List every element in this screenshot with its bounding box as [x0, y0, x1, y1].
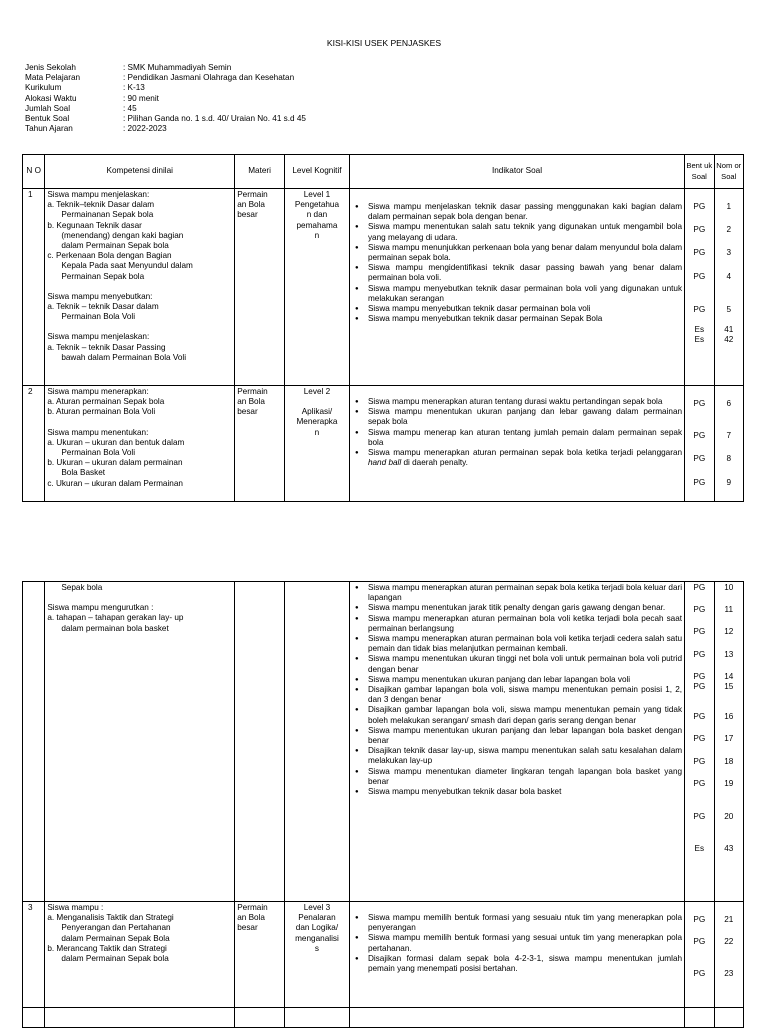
- nomor-value: 12: [724, 627, 734, 637]
- nomor-value: 1: [726, 202, 732, 211]
- nomor-value: 9: [726, 477, 732, 487]
- level-cell: [284, 189, 349, 386]
- indikator-item: ● Siswa mampu memilih bentuk formasi yang sesuai untuk tim yang menerapkan pola pertahanan.: [352, 933, 682, 953]
- nomor-cell: [714, 189, 744, 386]
- level-line: Penalaran: [298, 913, 336, 923]
- materi-line: Permain: [237, 190, 268, 199]
- indikator-item: ● Disajikan gambar lapangan bola voli, siswa mampu menentukan pemain posisi 1, 2, dan 3 dengan benar: [352, 685, 682, 705]
- meta-row: [25, 104, 306, 114]
- nomor-value: 8: [726, 454, 732, 464]
- row-number: 3: [23, 902, 45, 1008]
- kompetensi-cell: [45, 582, 235, 902]
- bentuk-value: Es: [694, 844, 705, 854]
- meta-value: : 90 menit: [123, 93, 159, 103]
- komp-heading: Siswa mampu menjelaskan:: [47, 190, 150, 199]
- komp-item: a. Teknik – teknik Dasar Passing: [47, 342, 166, 352]
- materi-cell: [235, 189, 285, 386]
- indikator-item: ● Siswa mampu menentukan diameter lingkaran tengah lapangan bola basket yang benar: [352, 767, 682, 787]
- nomor-value: 14: [724, 671, 734, 681]
- header-bentuk: Bent uk Soal: [685, 155, 714, 189]
- nomor-cell: [714, 1008, 744, 1028]
- komp-item: a. Teknik–teknik Dasar dalam: [47, 200, 155, 210]
- indikator-cell: [349, 386, 684, 502]
- meta-key: Jumlah Soal: [25, 103, 71, 113]
- meta-row: [25, 73, 306, 83]
- bentuk-value: PG: [693, 734, 706, 744]
- komp-item-cont: dalam Permainan Sepak bola: [61, 241, 169, 251]
- komp-item-cont: Permainan Bola Voli: [61, 448, 136, 458]
- nomor-value: 19: [724, 778, 734, 788]
- nomor-cell: [714, 582, 744, 902]
- indikator-item: ● Siswa mampu menjelaskan teknik dasar passing menggunakan kaki bagian dalam dalam permainan sepak bola dengan benar.: [352, 202, 682, 222]
- bentuk-value: Es: [694, 325, 705, 335]
- kisi-kisi-table-page-1: [22, 154, 744, 502]
- bentuk-cell: [685, 386, 714, 502]
- level-line: n: [314, 427, 320, 437]
- header-materi: Materi: [235, 155, 285, 189]
- komp-item: a. Aturan permainan Sepak bola: [47, 397, 165, 407]
- indikator-item: ● Disajikan teknik dasar lay-up, siswa mampu menentukan salah satu kesalahan dalam melakukan lay-up: [352, 746, 682, 766]
- nomor-value: 22: [724, 937, 734, 947]
- komp-item-cont: Sepak bola: [61, 583, 103, 592]
- kompetensi-cell: [45, 1008, 235, 1028]
- komp-heading: Siswa mampu menerapkan:: [47, 387, 149, 396]
- materi-cell: [235, 386, 285, 502]
- materi-line: Permain: [237, 387, 268, 396]
- indikator-cell: [349, 1008, 684, 1028]
- bentuk-value: PG: [693, 605, 706, 615]
- header-no: N O: [23, 155, 45, 189]
- indikator-item: ● Siswa mampu menyebutkan teknik dasar bola basket: [352, 787, 682, 797]
- bentuk-cell: [685, 582, 714, 902]
- meta-value: : SMK Muhammadiyah Semin: [123, 63, 232, 72]
- meta-value: : 2022-2023: [123, 124, 167, 134]
- level-line: Menerapka: [296, 417, 338, 427]
- meta-key: Kurikulum: [25, 83, 62, 93]
- komp-item-cont: Permainanan Sepak bola: [61, 210, 154, 220]
- indikator-item: ● Siswa mampu menyebutkan teknik dasar permainan Sepak Bola: [352, 314, 682, 324]
- bentuk-value: PG: [693, 778, 706, 788]
- kompetensi-cell: [45, 386, 235, 502]
- materi-cell: [235, 902, 285, 1008]
- indikator-item: ● Siswa mampu menentukan ukuran tinggi net bola voli untuk permainan bola voli putrid dengan benar: [352, 654, 682, 674]
- table-row: [23, 386, 744, 502]
- kompetensi-cell: [45, 189, 235, 386]
- level-line: dan Logika/: [295, 923, 339, 933]
- nomor-value: 21: [724, 915, 734, 924]
- nomor-value: 11: [724, 605, 733, 615]
- nomor-value: 5: [726, 304, 732, 314]
- indikator-item: ● Siswa mampu menentukan ukuran panjang dan lebar lapangan bola voli: [352, 675, 682, 685]
- indikator-item: ● Siswa mampu menerapkan aturan permainan bola voli ketika terjadi cedera salah satu pemain dan tidak bias melanjutkan permainan kembali.: [352, 634, 682, 654]
- level-line: Level 1: [303, 190, 331, 199]
- level-line: menganalisi: [295, 933, 339, 943]
- level-line: Pengetahua: [294, 200, 340, 210]
- bentuk-value: PG: [693, 399, 706, 408]
- row-number: 2: [23, 386, 45, 502]
- komp-item-cont: Permainan Bola Voli: [61, 312, 136, 322]
- indikator-item: ● Siswa mampu menerapkan aturan tentang durasi waktu pertandingan sepak bola: [352, 397, 682, 407]
- table-header-row: [23, 155, 744, 189]
- bentuk-value: PG: [693, 454, 706, 464]
- bentuk-value: PG: [693, 937, 706, 947]
- nomor-value: 23: [724, 969, 734, 979]
- bentuk-value: PG: [693, 304, 706, 314]
- meta-key: Tahun Ajaran: [25, 124, 73, 134]
- level-line: Level 2: [303, 387, 331, 396]
- bentuk-value: PG: [693, 969, 706, 979]
- meta-key: Bentuk Soal: [25, 114, 70, 124]
- nomor-value: 15: [724, 682, 734, 692]
- meta-value: : K-13: [123, 83, 145, 93]
- indikator-item: ● Siswa mampu memilih bentuk formasi yang sesuaiu ntuk tim yang menerapkan pola penyerangan: [352, 913, 682, 933]
- komp-heading: Siswa mampu menentukan:: [47, 427, 149, 437]
- bentuk-value: PG: [693, 248, 706, 258]
- nomor-value: 7: [726, 431, 732, 441]
- bentuk-cell: [685, 902, 714, 1008]
- indikator-item: ● Siswa mampu mengidentifikasi teknik dasar passing bawah yang benar dalam permainan bola voli.: [352, 263, 682, 283]
- materi-line: an Bola: [237, 397, 265, 407]
- bentuk-value: PG: [693, 431, 706, 441]
- bentuk-value: PG: [693, 812, 706, 822]
- bentuk-value: PG: [693, 671, 706, 681]
- level-cell: [284, 902, 349, 1008]
- nomor-value: 17: [724, 734, 734, 744]
- bentuk-value: PG: [693, 756, 706, 766]
- header-nomor: Nom or Soal: [714, 155, 744, 189]
- komp-item: c. Perkenaan Bola dengan Bagian: [47, 251, 172, 261]
- nomor-cell: [714, 386, 744, 502]
- materi-cell: [235, 1008, 285, 1028]
- header-level: Level Kognitif: [284, 155, 349, 189]
- komp-item: a. Teknik – teknik Dasar dalam: [47, 302, 159, 312]
- level-line: Level 3: [303, 903, 331, 912]
- komp-heading: Siswa mampu :: [47, 903, 104, 912]
- komp-item-cont: dalam Permainan Sepak Bola: [61, 933, 170, 943]
- bentuk-value: PG: [693, 202, 706, 211]
- nomor-value: 3: [726, 248, 732, 258]
- level-line: s: [314, 943, 319, 953]
- nomor-value: 16: [724, 712, 734, 722]
- meta-row: [25, 83, 306, 93]
- nomor-value: 6: [726, 399, 732, 408]
- materi-line: Permain: [237, 903, 268, 912]
- nomor-value: 18: [724, 756, 734, 766]
- komp-item: b. Merancang Taktik dan Strategi: [47, 943, 167, 953]
- bentuk-value: PG: [693, 271, 706, 281]
- materi-line: besar: [237, 923, 258, 933]
- materi-line: besar: [237, 407, 258, 417]
- komp-item: b. Kegunaan Teknik dasar: [47, 220, 142, 230]
- indikator-item: ● Siswa mampu menentukan ukuran panjang dan lebar lapangan bola basket dengan benar: [352, 726, 682, 746]
- header-indikator: Indikator Soal: [349, 155, 684, 189]
- nomor-value: 10: [724, 583, 734, 592]
- komp-item: c. Ukuran – ukuran dalam Permainan: [47, 478, 183, 488]
- meta-value: : Pendidikan Jasmani Olahraga dan Kesehatan: [123, 73, 295, 83]
- indikator-item: ● Siswa mampu menerap kan aturan tentang jumlah pemain dalam permainan sepak bola: [352, 428, 682, 448]
- table-row: [23, 189, 744, 386]
- komp-item-cont: dalam permainan bola basket: [61, 623, 169, 633]
- nomor-value: 2: [726, 225, 732, 235]
- document-meta: [25, 63, 306, 134]
- komp-item: b. Aturan permainan Bola Voli: [47, 407, 156, 417]
- document-title: KISI-KISI USEK PENJASKES: [326, 38, 442, 48]
- nomor-value: 42: [724, 335, 734, 345]
- bentuk-value: PG: [693, 477, 706, 487]
- materi-line: an Bola: [237, 200, 265, 210]
- bentuk-value: PG: [693, 682, 706, 692]
- komp-item-cont: bawah dalam Permainan Bola Voli: [61, 352, 187, 362]
- komp-item-cont: Permainan Sepak bola: [61, 271, 145, 281]
- level-cell: [284, 582, 349, 902]
- materi-line: besar: [237, 210, 258, 220]
- indikator-item: ● Siswa mampu menerapkan aturan permainan bola voli ketika terjadi bola pecah saat permainan berlangsung: [352, 614, 682, 634]
- komp-item: a. tahapan – tahapan gerakan lay- up: [47, 613, 184, 623]
- nomor-cell: [714, 902, 744, 1008]
- kisi-kisi-table-page-2: [22, 581, 744, 1028]
- level-cell: [284, 386, 349, 502]
- komp-item-cont: dalam Permainan Sepak bola: [61, 954, 169, 964]
- bentuk-value: PG: [693, 225, 706, 235]
- meta-value: : Pilihan Ganda no. 1 s.d. 40/ Uraian No. 41 s.d 45: [123, 114, 306, 124]
- table-row-next: [23, 1008, 744, 1028]
- materi-line: an Bola: [237, 913, 265, 923]
- komp-item-cont: Penyerangan dan Pertahanan: [61, 923, 171, 933]
- indikator-cell: [349, 902, 684, 1008]
- komp-heading: Siswa mampu mengurutkan :: [47, 603, 154, 613]
- nomor-value: 41: [724, 325, 734, 335]
- table-row: [23, 582, 744, 902]
- bentuk-value: PG: [693, 583, 706, 592]
- level-line: Aplikasi/: [301, 407, 333, 417]
- indikator-item: ● Disajikan gambar lapangan bola voli, siswa mampu menentukan pemain yang tidak boleh melakukan serangan/ smash dari depan garis serang dengan benar: [352, 705, 682, 725]
- bentuk-value: PG: [693, 627, 706, 637]
- row-number: 1: [23, 189, 45, 386]
- materi-cell: [235, 582, 285, 902]
- nomor-value: 4: [726, 271, 732, 281]
- row-number: [23, 582, 45, 902]
- indikator-item: ● Siswa mampu menyebutkan teknik dasar permainan bola voli: [352, 304, 682, 314]
- nomor-value: 13: [724, 649, 734, 659]
- bentuk-value: PG: [693, 915, 706, 924]
- indikator-item: ● Siswa mampu menerapkan aturan permainan sepak bola ketika terjadi pelanggaran hand ball di daerah penalty.: [352, 448, 682, 468]
- komp-item-cont: Bola Basket: [61, 468, 106, 478]
- meta-key: Mata Pelajaran: [25, 73, 81, 83]
- komp-heading: Siswa mampu menyebutkan:: [47, 291, 153, 301]
- bentuk-cell: [685, 189, 714, 386]
- komp-item-cont: (menendang) dengan kaki bagian: [61, 230, 184, 240]
- indikator-item: ● Siswa mampu menentukan ukuran panjang dan lebar gawang dalam permainan sepak bola: [352, 407, 682, 427]
- indikator-cell: [349, 189, 684, 386]
- bentuk-cell: [685, 1008, 714, 1028]
- komp-item: b. Ukuran – ukuran dalam permainan: [47, 458, 183, 468]
- indikator-item: ● Siswa mampu menyebutkan teknik dasar permainan bola voli yang digunakan untuk melakukan serangan: [352, 284, 682, 304]
- komp-item-cont: Kepala Pada saat Menyundul dalam: [61, 261, 193, 271]
- row-number: [23, 1008, 45, 1028]
- meta-row: [25, 94, 306, 104]
- indikator-item: ● Disajikan formasi dalam sepak bola 4-2-3-1, siswa mampu menentukan jumlah pemain yang menempati posisi bertahan.: [352, 954, 682, 974]
- bentuk-value: PG: [693, 712, 706, 722]
- indikator-item: ● Siswa mampu menunjukkan perkenaan bola yang benar dalam menyundul bola dalam permainan sepak bola.: [352, 243, 682, 263]
- meta-key: Jenis Sekolah: [25, 63, 76, 72]
- bentuk-value: Es: [694, 335, 705, 345]
- level-line: n dan: [306, 210, 328, 220]
- meta-row: [25, 124, 306, 134]
- meta-key: Alokasi Waktu: [25, 93, 77, 103]
- komp-heading: Siswa mampu menjelaskan:: [47, 332, 150, 342]
- table-row: [23, 902, 744, 1008]
- indikator-item: ● Siswa mampu menentukan jarak titik penalty dengan garis gawang dengan benar.: [352, 603, 682, 613]
- kompetensi-cell: [45, 902, 235, 1008]
- meta-row: [25, 114, 306, 124]
- meta-value: : 45: [123, 103, 137, 113]
- bentuk-value: PG: [693, 649, 706, 659]
- komp-item: a. Menganalisis Taktik dan Strategi: [47, 913, 174, 923]
- level-line: n: [314, 230, 320, 240]
- komp-item: a. Ukuran – ukuran dan bentuk dalam: [47, 437, 185, 447]
- indikator-item: ● Siswa mampu menerapkan aturan permainan sepak bola ketika terjadi bola keluar dari lapangan: [352, 583, 682, 603]
- indikator-cell: [349, 582, 684, 902]
- header-kompetensi: Kompetensi dinilai: [45, 155, 235, 189]
- indikator-item: ● Siswa mampu menentukan salah satu teknik yang digunakan untuk mengambil bola yang melayang di udara.: [352, 222, 682, 242]
- level-cell: [284, 1008, 349, 1028]
- meta-row: [25, 63, 306, 73]
- level-line: pemahama: [296, 220, 338, 230]
- nomor-value: 20: [724, 812, 734, 822]
- nomor-value: 43: [724, 844, 734, 854]
